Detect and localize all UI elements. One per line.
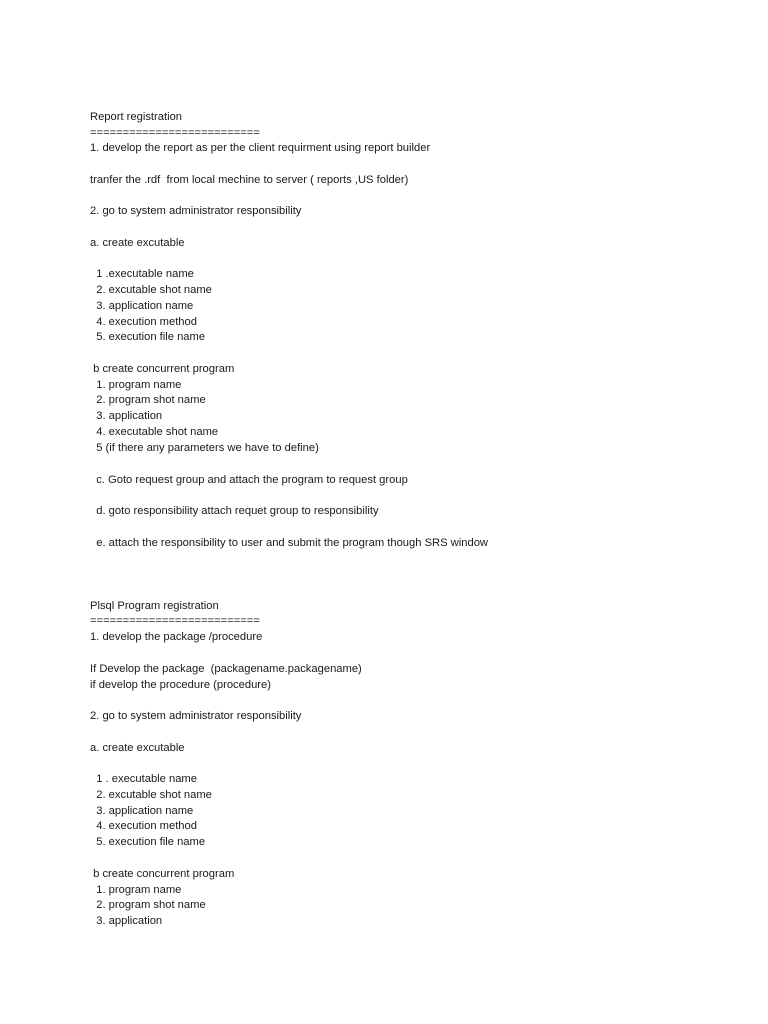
text-line: 2. go to system administrator responsibility (90, 205, 302, 217)
list-item: 1 .executable name (90, 268, 194, 280)
list-item: 3. application (90, 410, 163, 422)
list-item: 1 . executable name (90, 773, 197, 785)
list-item: 2. excutable shot name (90, 284, 212, 296)
text-line: 2. go to system administrator responsibility (90, 710, 302, 722)
list-item: 3. application name (90, 805, 194, 817)
text-line: if develop the procedure (procedure) (90, 679, 271, 691)
text-line: a. create excutable (90, 742, 185, 754)
list-item: 5 (if there any parameters we have to define) (90, 442, 319, 454)
section-rule: ========================== (90, 615, 260, 627)
list-item: 3. application name (90, 300, 194, 312)
text-line: If Develop the package (packagename.packagename) (90, 663, 362, 675)
list-item: 2. program shot name (90, 394, 206, 406)
list-item: 5. execution file name (90, 331, 206, 343)
text-line: d. goto responsibility attach requet group to responsibility (90, 505, 379, 517)
list-item: 4. execution method (90, 820, 197, 832)
list-item: 5. execution file name (90, 836, 206, 848)
text-line: e. attach the responsibility to user and submit the program though SRS window (90, 537, 488, 549)
list-item: 4. executable shot name (90, 426, 219, 438)
list-item: 3. application (90, 915, 163, 927)
section-title-plsql-registration: Plsql Program registration (90, 600, 219, 612)
list-item: 1. program name (90, 379, 182, 391)
text-line: tranfer the .rdf from local mechine to server ( reports ,US folder) (90, 174, 409, 186)
text-line: 1. develop the report as per the client requirment using report builder (90, 142, 431, 154)
list-item: 2. program shot name (90, 899, 206, 911)
list-item: 2. excutable shot name (90, 789, 212, 801)
text-line: b create concurrent program (90, 363, 235, 375)
list-item: 4. execution method (90, 316, 197, 328)
text-line: c. Goto request group and attach the program to request group (90, 474, 408, 486)
list-item: 1. program name (90, 884, 182, 896)
section-rule: ========================== (90, 127, 260, 139)
text-line: a. create excutable (90, 237, 185, 249)
text-line: b create concurrent program (90, 868, 235, 880)
text-line: 1. develop the package /procedure (90, 631, 263, 643)
section-title-report-registration: Report registration (90, 111, 183, 123)
